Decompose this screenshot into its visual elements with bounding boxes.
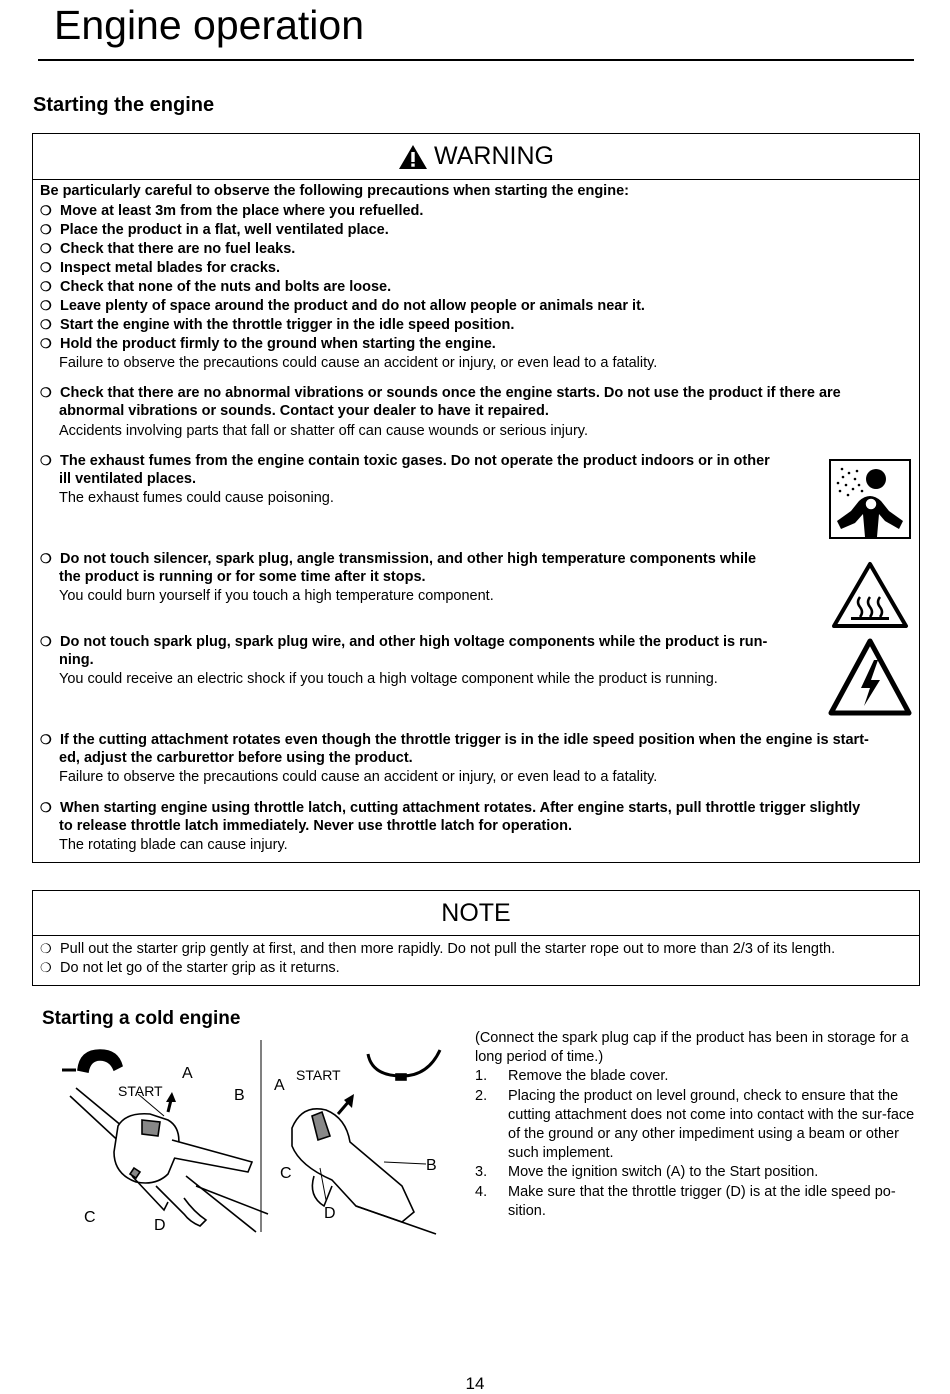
warning-box (32, 133, 920, 863)
fig-label-d: D (324, 1205, 336, 1222)
bullet-icon: ❍ (40, 960, 52, 975)
bullet-icon: ❍ (40, 941, 52, 956)
idle-line-2: ed, adjust the carburettor before using the product. (59, 750, 413, 766)
step-item (475, 1183, 920, 1221)
note-item-text: Do not let go of the starter grip as it returns. (60, 960, 340, 976)
bullet-icon: ❍ (40, 800, 52, 815)
warning-title: WARNING (434, 142, 554, 170)
bullet-icon: ❍ (40, 732, 52, 747)
bullet-icon: ❍ (40, 279, 52, 294)
fig-label-b: B (234, 1087, 245, 1104)
toxic-fumes-icon (829, 459, 911, 539)
warning-item (40, 220, 389, 240)
exhaust-line-2: ill ventilated places. (59, 471, 196, 487)
warning-item (40, 334, 496, 354)
note-title: NOTE (441, 898, 511, 927)
step-number: 4. (475, 1183, 488, 1200)
fig-label-c: C (280, 1165, 292, 1182)
fig-label-a: A (274, 1077, 285, 1094)
high-voltage-icon (828, 638, 912, 716)
idle-line-1 (40, 730, 869, 750)
warning-item-text: Inspect metal blades for cracks. (60, 260, 281, 276)
voltage-text: Do not touch spark plug, spark plug wire, and other high voltage components while the product is run- (60, 634, 768, 650)
bullet-icon: ❍ (40, 385, 52, 400)
hot-line-1 (40, 549, 756, 569)
voltage-note: You could receive an electric shock if you touch a high voltage component while the product is running. (59, 671, 718, 687)
bullet-icon: ❍ (40, 453, 52, 468)
step-text: Remove the blade cover. (508, 1068, 669, 1085)
step-text: Make sure that the throttle trigger (D) is at the idle speed po-sition. (508, 1183, 896, 1219)
bullet-icon: ❍ (40, 203, 52, 218)
cold-start-intro: (Connect the spark plug cap if the product has been in storage for a long period of time.) (475, 1030, 909, 1066)
page-number: 14 (465, 1374, 485, 1393)
title-divider (38, 59, 914, 61)
idle-note: Failure to observe the precautions could cause an accident or injury, or even lead to a fatality. (59, 769, 658, 785)
exhaust-text: The exhaust fumes from the engine contain toxic gases. Do not operate the product indoors or in other (60, 453, 770, 469)
note-item (40, 958, 340, 978)
warning-item (40, 239, 295, 259)
warning-triangle-icon (398, 144, 428, 170)
bullet-icon: ❍ (40, 241, 52, 256)
warning-item (40, 315, 514, 335)
bullet-icon: ❍ (40, 551, 52, 566)
cold-start-instructions (475, 1029, 920, 1221)
bullet-icon: ❍ (40, 298, 52, 313)
step-item (475, 1067, 920, 1086)
latch-note: The rotating blade can cause injury. (59, 837, 288, 853)
idle-text: If the cutting attachment rotates even though the throttle trigger is in the idle speed position when the engine is start- (60, 732, 869, 748)
latch-line-2: to release throttle latch immediately. Never use throttle latch for operation. (59, 818, 572, 834)
step-item (475, 1087, 920, 1164)
step-item (475, 1163, 920, 1182)
fig-label-b: B (426, 1157, 437, 1174)
bullet-icon: ❍ (40, 222, 52, 237)
warning-item (40, 201, 423, 221)
vibration-line-2: abnormal vibrations or sounds. Contact your dealer to have it repaired. (59, 403, 549, 419)
fig-label-d: D (154, 1217, 166, 1234)
warning-item (40, 277, 391, 297)
fig-label-start: START (118, 1083, 163, 1099)
cold-start-steps (475, 1067, 920, 1221)
warning-item (40, 296, 645, 316)
note-header (33, 891, 919, 936)
step-number: 3. (475, 1164, 488, 1181)
warning-item-text: Start the engine with the throttle trigger in the idle speed position. (60, 317, 515, 333)
exhaust-line-1 (40, 451, 770, 471)
warning-item (40, 258, 280, 278)
step-number: 1. (475, 1068, 488, 1085)
starting-procedure-figure (56, 1036, 456, 1236)
page-title: Engine operation (54, 2, 365, 48)
warning-item-text: Leave plenty of space around the product and do not allow people or animals near it. (60, 298, 645, 314)
step-number: 2. (475, 1087, 488, 1104)
hot-note: You could burn yourself if you touch a high temperature component. (59, 588, 494, 604)
warning-item-text: Check that none of the nuts and bolts are loose. (60, 279, 392, 295)
vibration-text: Check that there are no abnormal vibrations or sounds once the engine starts. Do not use the product if there are (60, 385, 841, 401)
latch-line-1 (40, 798, 860, 818)
bullet-icon: ❍ (40, 260, 52, 275)
bullet-icon: ❍ (40, 336, 52, 351)
hot-line-2: the product is running or for some time after it stops. (59, 569, 426, 585)
fig-label-c: C (84, 1209, 96, 1226)
section-heading: Starting the engine (33, 94, 215, 116)
note-item (40, 939, 835, 959)
warning-intro: Be particularly careful to observe the following precautions when starting the engine: (40, 183, 629, 199)
cold-engine-heading: Starting a cold engine (42, 1008, 241, 1029)
exhaust-note: The exhaust fumes could cause poisoning. (59, 490, 334, 506)
warning-item-text: Check that there are no fuel leaks. (60, 241, 296, 257)
warning-item-text: Move at least 3m from the place where you refuelled. (60, 203, 424, 219)
hot-text: Do not touch silencer, spark plug, angle transmission, and other high temperature components while (60, 551, 757, 567)
hot-surface-icon (831, 561, 909, 629)
fig-label-a: A (182, 1065, 193, 1082)
bullet-icon: ❍ (40, 317, 52, 332)
step-text: Move the ignition switch (A) to the Start position. (508, 1164, 819, 1181)
warning-consequence: Failure to observe the precautions could cause an accident or injury, or even lead to a fatality. (59, 355, 658, 371)
voltage-line-1 (40, 632, 767, 652)
voltage-line-2: ning. (59, 652, 94, 668)
warning-header (33, 134, 919, 180)
vibration-line-1 (40, 383, 841, 403)
fig-label-start: START (296, 1067, 341, 1083)
vibration-note: Accidents involving parts that fall or shatter off can cause wounds or serious injury. (59, 423, 588, 439)
warning-item-text: Hold the product firmly to the ground when starting the engine. (60, 336, 496, 352)
latch-text: When starting engine using throttle latch, cutting attachment rotates. After engine starts, pull throttle trigger slightly (60, 800, 861, 816)
note-item-text: Pull out the starter grip gently at first, and then more rapidly. Do not pull the starter rope out to more than 2/3 of its length. (60, 941, 836, 957)
bullet-icon: ❍ (40, 634, 52, 649)
note-box (32, 890, 920, 986)
warning-item-text: Place the product in a flat, well ventilated place. (60, 222, 389, 238)
step-text: Placing the product on level ground, check to ensure that the cutting attachment does not come into contact with the sur-face of the ground or any other impediment using a beam or other such implement. (508, 1087, 915, 1162)
